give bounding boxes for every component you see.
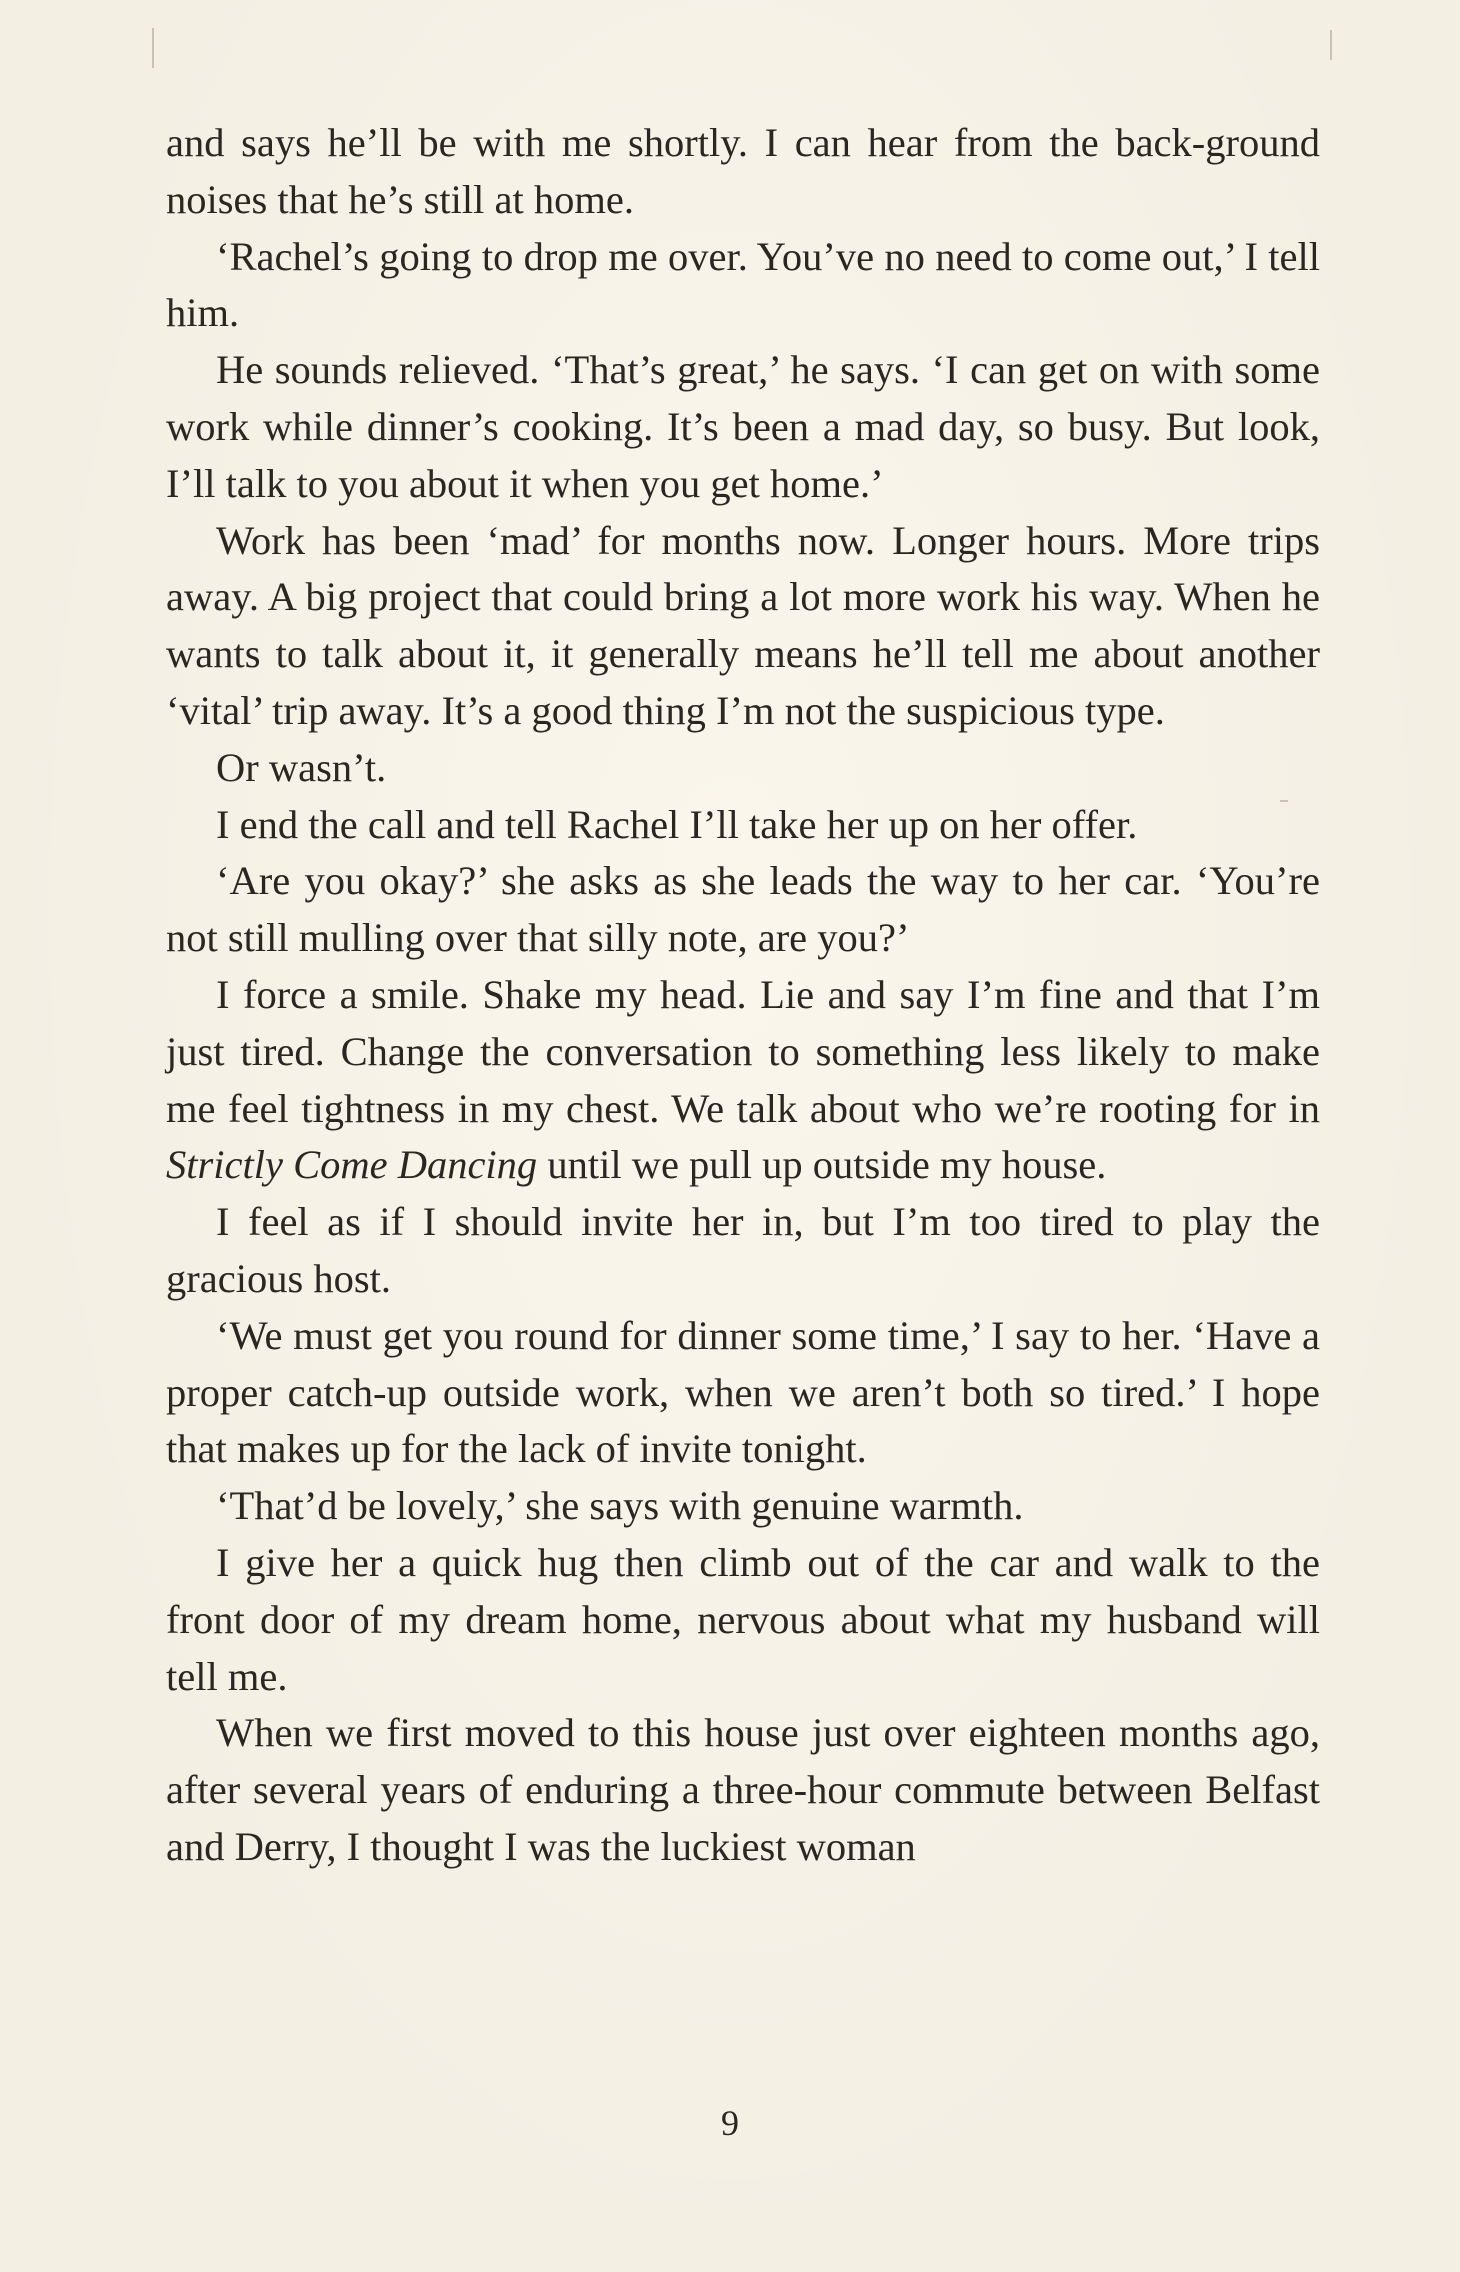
paragraph: [166, 1308, 1320, 1478]
page-number: 9: [721, 2103, 739, 2143]
paragraph-text: I force a smile. Shake my head. Lie and say I’m fine and that I’m just tired. Change the conversation to something less likely to make me feel tightness in my chest. We talk about who we’re rooting for in: [166, 971, 1320, 1131]
paragraph: [166, 1705, 1320, 1875]
paragraph-text: He sounds relieved. ‘That’s great,’ he says. ‘I can get on with some work while dinner’s cooking. It’s been a mad day, so busy. But look, I’ll talk to you about it when you get home.’: [166, 347, 1320, 506]
paragraph-text: ‘That’d be lovely,’ she says with genuine warmth.: [216, 1483, 1024, 1529]
paragraph-text: ‘Are you okay?’ she asks as she leads the way to her car. ‘You’re not still mulling over that silly note, are you?’: [166, 858, 1320, 961]
paragraph: [166, 740, 1320, 797]
italic-title-text: Strictly Come Dancing: [166, 1142, 538, 1188]
paragraph: [166, 115, 1320, 229]
paragraph: [166, 1478, 1320, 1535]
paragraph-text: ‘We must get you round for dinner some time,’ I say to her. ‘Have a proper catch-up outside work, when we aren’t both so tired.’ I hope that makes up for the lack of invite tonight.: [166, 1312, 1320, 1472]
scan-speck: [1330, 30, 1332, 60]
paragraph-text: until we pull up outside my house.: [537, 1142, 1107, 1188]
paragraph: [166, 967, 1320, 1194]
paragraph-text: and says he’ll be with me shortly. I can hear from the back-ground noises that he’s still at home.: [166, 120, 1320, 222]
paragraph: [166, 513, 1320, 740]
paragraph-text: Work has been ‘mad’ for months now. Longer hours. More trips away. A big project that could bring a lot more work his way. When he wants to talk about it, it generally means he’ll tell me about another ‘vital’ trip away. It’s a good thing I’m not the suspicious type.: [166, 517, 1320, 733]
paragraph: [166, 229, 1320, 343]
scan-speck: [152, 28, 154, 68]
paragraph: [166, 342, 1320, 512]
paragraph: [166, 797, 1320, 854]
paragraph-text: Or wasn’t.: [216, 744, 387, 790]
paragraph-text: ‘Rachel’s going to drop me over. You’ve no need to come out,’ I tell him.: [166, 233, 1320, 336]
paragraph: [166, 1535, 1320, 1705]
paragraph-text: I end the call and tell Rachel I’ll take her up on her offer.: [216, 801, 1138, 847]
paragraph-text: I feel as if I should invite her in, but I’m too tired to play the gracious host.: [166, 1199, 1320, 1301]
paragraph: [166, 853, 1320, 967]
paragraph-text: When we first moved to this house just over eighteen months ago, after several years of enduring a three-hour commute between Belfast and Derry, I thought I was the luckiest woman: [166, 1710, 1320, 1869]
body-text: [166, 115, 1320, 1876]
paragraph-text: I give her a quick hug then climb out of the car and walk to the front door of my dream home, nervous about what my husband will tell me.: [166, 1539, 1320, 1699]
paragraph: [166, 1194, 1320, 1308]
